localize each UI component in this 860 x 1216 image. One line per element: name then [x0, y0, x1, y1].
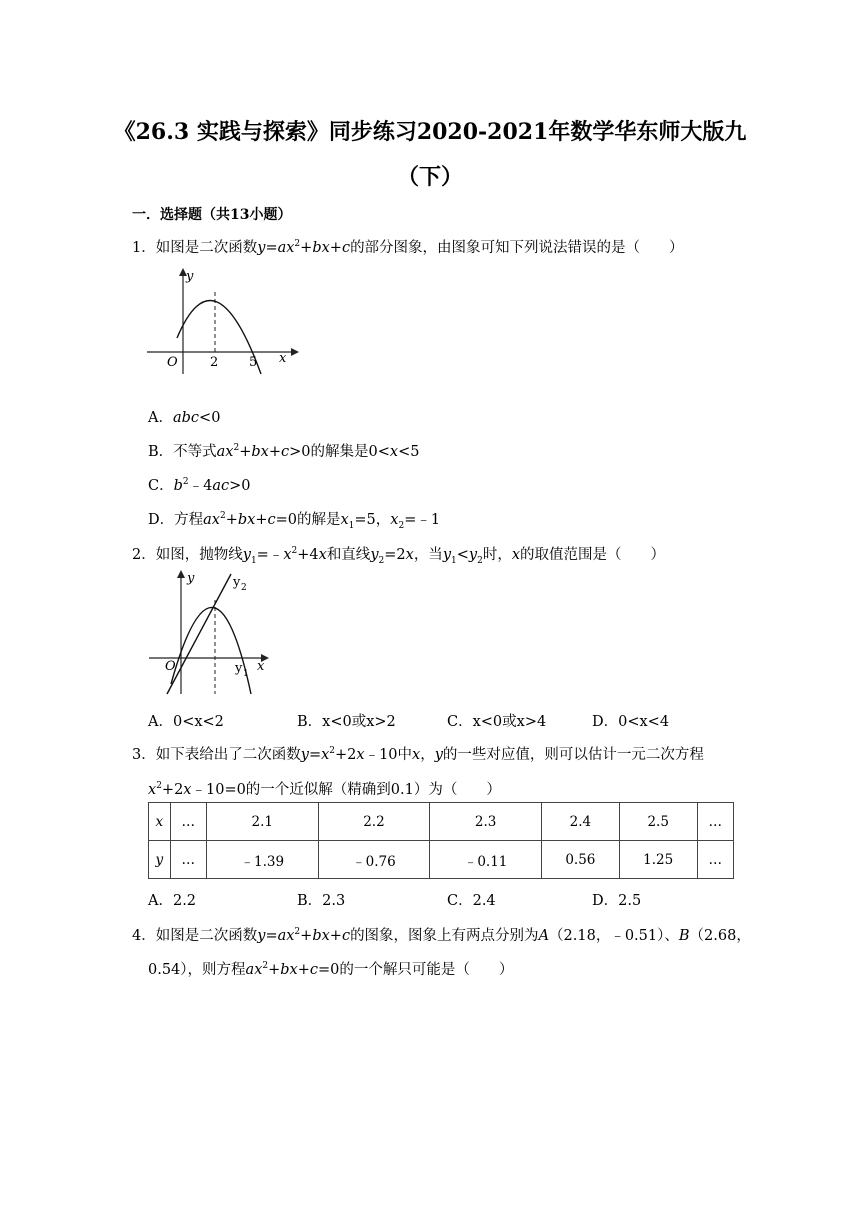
- table-cell: x: [149, 803, 171, 841]
- question-3-option-b: B．2.3: [297, 893, 346, 909]
- table-cell: ﹣0.76: [318, 841, 430, 879]
- table-cell: 1.25: [619, 841, 697, 879]
- question-3-value-table: [148, 802, 734, 879]
- table-cell: …: [170, 841, 206, 879]
- question-3-option-d: D．2.5: [592, 893, 642, 909]
- question-2-stem: 2．如图，抛物线$y_1=﹣x^2+4x$和直线$y_2=2x$，当$y_1<y_2$时，x的取值范围是（ ）: [132, 546, 666, 566]
- table-cell: 0.56: [541, 841, 619, 879]
- q1-origin-label: O: [167, 355, 178, 370]
- question-1-stem: 1．如图是二次函数$y=ax^2+bx+c$的部分图象，由图象可知下列说法错误的是（ ）: [132, 239, 684, 256]
- question-1-option-b: B．不等式$ax^2+bx+c>0$的解集是0<x<5: [148, 443, 420, 460]
- q2-axis-x-label: x: [257, 659, 265, 674]
- table-cell: ﹣0.11: [430, 841, 542, 879]
- table-cell: 2.5: [619, 803, 697, 841]
- question-3-stem-line2: $x^2+2x﹣10=0$的一个近似解（精确到0.1）为（ ）: [148, 781, 501, 798]
- question-1-option-c: C．$b^2﹣4ac>0$: [148, 477, 251, 494]
- table-row: [149, 803, 734, 841]
- q1-tick-2: 2: [210, 355, 219, 370]
- question-1-option-a: A．abc<0: [148, 410, 221, 426]
- q1-axis-y-label: y: [186, 269, 194, 284]
- table-cell: 2.3: [430, 803, 542, 841]
- q2-line-label-y2: y: [233, 575, 241, 590]
- table-cell: 2.2: [318, 803, 430, 841]
- question-1-option-d: D．方程$ax^2+bx+c=0$的解是$x_1=5$，$x_2=﹣1$: [148, 511, 441, 531]
- q1-axis-x-label: x: [279, 351, 287, 366]
- q2-curve-label-y1-sub: 1: [243, 669, 249, 679]
- question-1-graph: [145, 266, 305, 378]
- q1-tick-5: 5: [249, 355, 258, 370]
- q2-origin-label: O: [165, 659, 176, 674]
- question-4-stem-line1: 4．如图是二次函数$y=ax^2+bx+c$的图象，图象上有两点分别为A（2.18，﹣0.51）、B（2.68，: [132, 927, 751, 944]
- question-2-option-a: A．0<x<2: [148, 714, 224, 730]
- table-cell: …: [697, 803, 733, 841]
- document-title-line2: （下）: [396, 164, 463, 190]
- question-3-option-a: A．2.2: [148, 893, 197, 909]
- q2-line-label-y2-sub: 2: [241, 583, 247, 593]
- question-2-option-c: C．x<0或x>4: [447, 714, 547, 730]
- table-cell: 2.1: [206, 803, 318, 841]
- question-3-stem-line1: 3．如下表给出了二次函数$y=x^2+2x﹣10$中x，y的一些对应值，则可以估计一元二次方程: [132, 746, 704, 763]
- q2-curve-label-y1: y: [235, 661, 243, 676]
- table-cell: …: [170, 803, 206, 841]
- table-cell: y: [149, 841, 171, 879]
- question-2-option-d: D．0<x<4: [592, 714, 670, 730]
- question-2-graph: [145, 566, 275, 700]
- table-cell: …: [697, 841, 733, 879]
- table-cell: ﹣1.39: [206, 841, 318, 879]
- section-heading: 一．选择题（共13小题）: [132, 207, 292, 223]
- document-title-line1: 《26.3 实践与探索》同步练习2020-2021年数学华东师大版九: [113, 119, 747, 145]
- table-row: [149, 841, 734, 879]
- question-3-option-c: C．2.4: [447, 893, 496, 909]
- question-2-option-b: B．x<0或x>2: [297, 714, 396, 730]
- q2-axis-y-label: y: [187, 571, 195, 586]
- question-4-stem-line2: 0.54），则方程$ax^2+bx+c=0$的一个解只可能是（ ）: [148, 961, 514, 978]
- table-cell: 2.4: [541, 803, 619, 841]
